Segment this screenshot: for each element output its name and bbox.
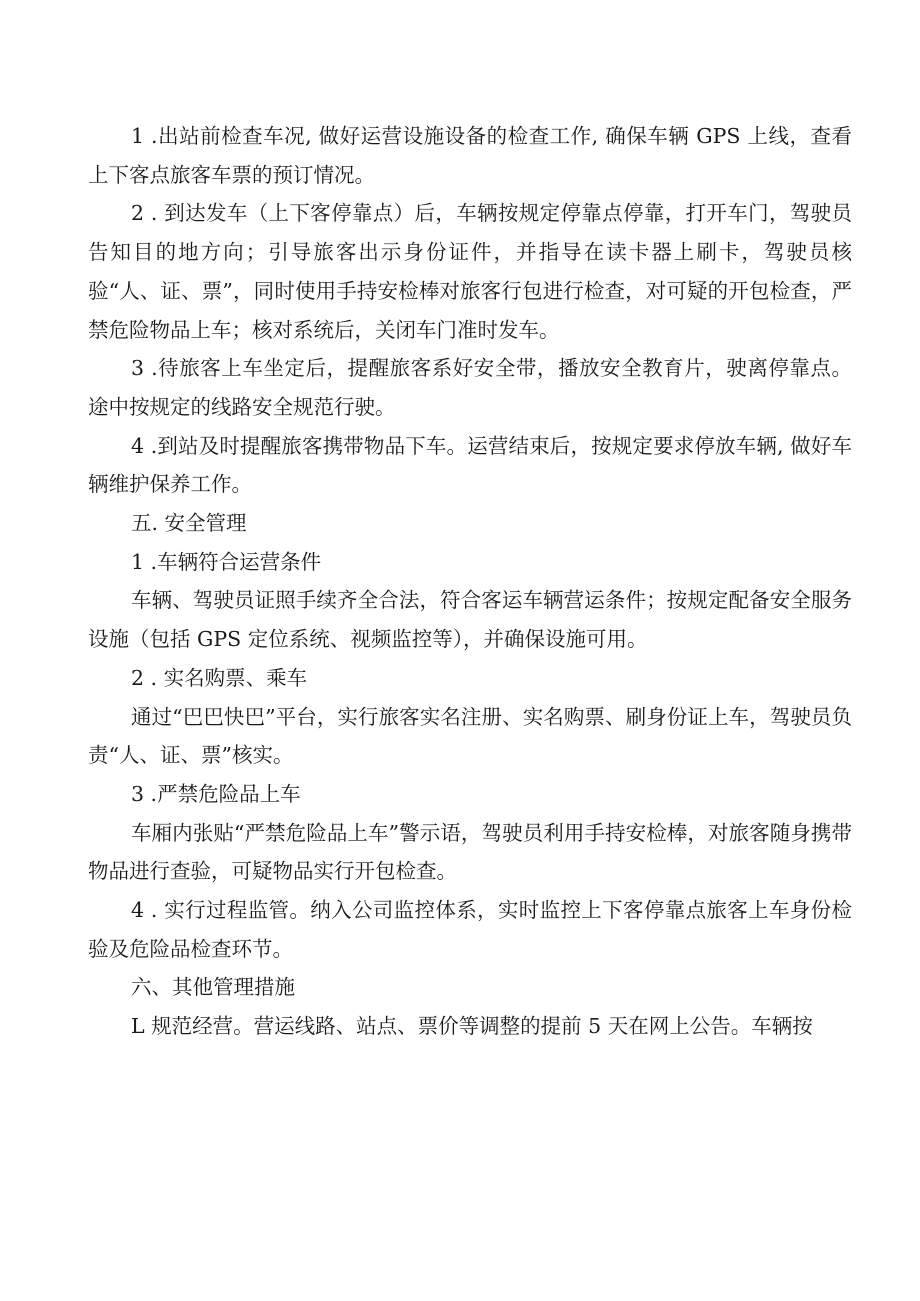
- paragraph-pre-departure-check: 1 .出站前检查车况, 做好运营设施设备的检查工作, 确保车辆 GPS 上线，查看上下客点旅客车票的预订情况。: [88, 124, 852, 187]
- paragraph-process-supervision: 4 . 实行过程监管。纳入公司监控体系，实时监控上下客停靠点旅客上车身份检验及危险品检查环节。: [88, 898, 852, 961]
- section-heading-other-measures: 六、其他管理措施: [131, 975, 295, 1000]
- paragraph-vehicle-conditions: 车辆、驾驶员证照手续齐全合法，符合客运车辆营运条件；按规定配备安全服务设施（包括 GPS 定位系统、视频监控等），并确保设施可用。: [88, 588, 852, 652]
- subheading-real-name-ticketing: 2 . 实名购票、乘车: [131, 665, 308, 690]
- paragraph-no-dangerous-goods: 车厢内张贴“严禁危险品上车”警示语，驾驶员利用手持安检棒，对旅客随身携带物品进行查验，可疑物品实行开包检查。: [88, 820, 852, 884]
- document-body: [88, 117, 852, 1046]
- paragraph-arrival-maintenance: 4 .到站及时提醒旅客携带物品下车。运营结束后，按规定要求停放车辆, 做好车辆维护保养工作。: [88, 433, 852, 497]
- subheading-vehicle-conditions: 1 .车辆符合运营条件: [131, 549, 322, 574]
- paragraph-real-name-ticketing: 通过“巴巴快巴”平台，实行旅客实名注册、实名购票、刷身份证上车，驾驶员负责“人、证、票”核实。: [88, 704, 852, 768]
- section-heading-safety-management: 五. 安全管理: [131, 511, 247, 536]
- paragraph-arrival-boarding: 2 . 到达发车（上下客停靠点）后，车辆按规定停靠点停靠，打开车门，驾驶员告知目的地方向；引导旅客出示身份证件，并指导在读卡器上刷卡，驾驶员核验“人、证、票”，同时使用手持安检棒对旅客行包进行检查，对可疑的开包检查，严禁危险物品上车；核对系统后，关闭车门准时发车。: [88, 201, 852, 342]
- subheading-no-dangerous-goods: 3 .严禁危险品上车: [131, 781, 301, 806]
- paragraph-standard-operation: L 规范经营。营运线路、站点、票价等调整的提前 5 天在网上公告。车辆按: [131, 1014, 813, 1039]
- paragraph-seated-departure: 3 .待旅客上车坐定后，提醒旅客系好安全带，播放安全教育片，驶离停靠点。途中按规定的线路安全规范行驶。: [88, 356, 852, 419]
